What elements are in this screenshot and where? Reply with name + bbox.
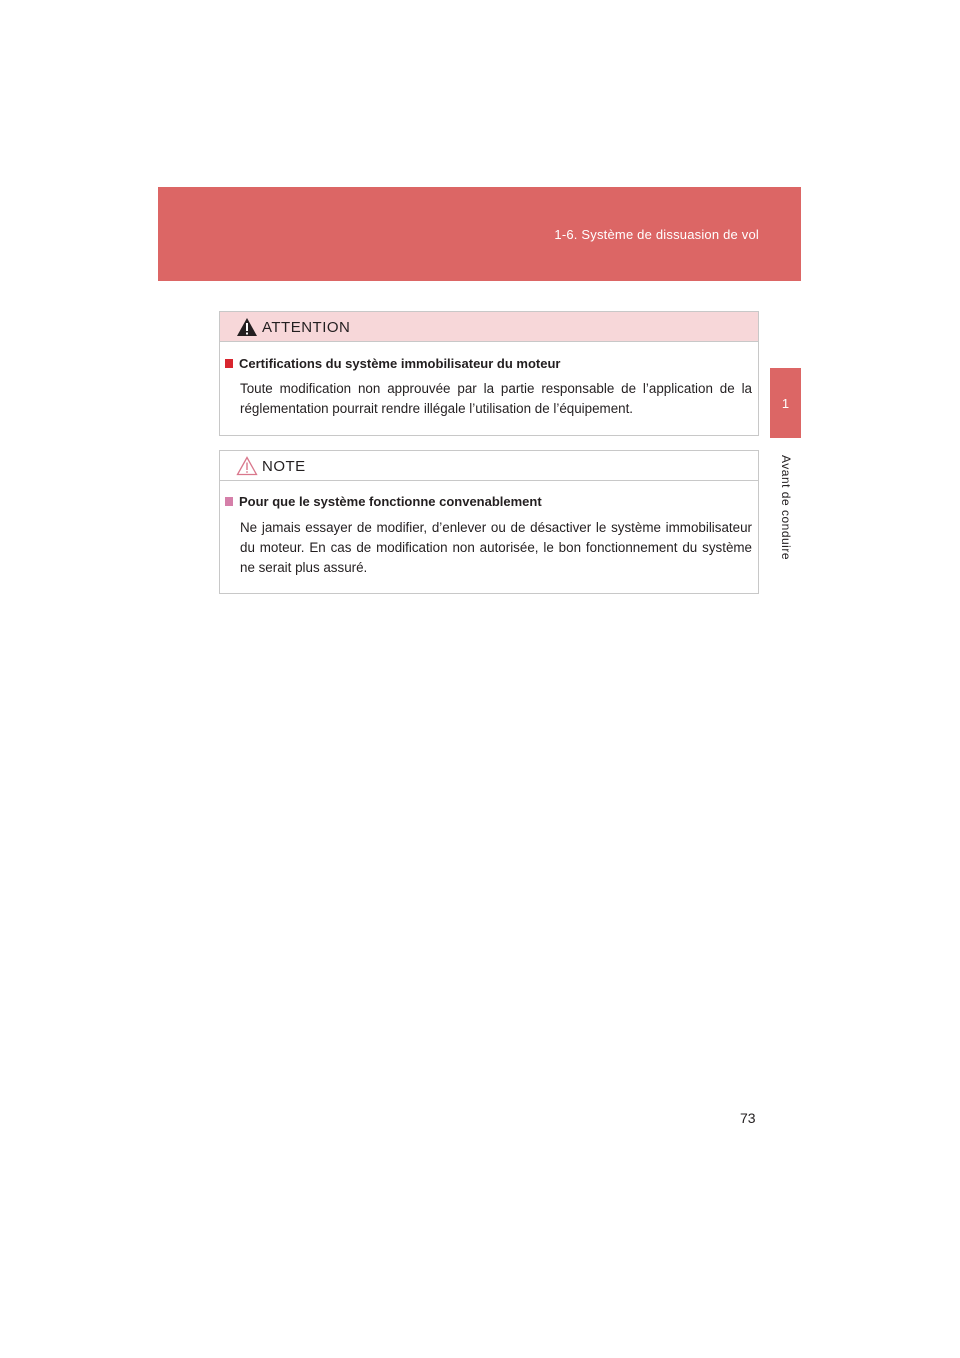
note-title: NOTE <box>262 458 306 475</box>
bullet-square-icon <box>225 497 233 506</box>
section-title: 1-6. Système de dissuasion de vol <box>554 227 759 242</box>
chapter-number: 1 <box>781 395 790 411</box>
note-item-text: Ne jamais essayer de modifier, d’enlever ou de désactiver le système immobilisateur du moteur. En cas de modification non autorisée, le bon fonctionnement du système ne serait plus assuré. <box>240 520 752 575</box>
attention-box <box>219 311 759 436</box>
attention-header <box>220 312 758 342</box>
chapter-tab <box>770 368 801 438</box>
warning-triangle-outline-icon <box>236 456 258 476</box>
warning-triangle-filled-icon <box>236 317 258 337</box>
header-band <box>158 187 801 281</box>
note-box <box>219 450 759 594</box>
chapter-title: Avant de conduire <box>779 454 793 560</box>
note-header <box>220 451 758 481</box>
attention-item-title: Certifications du système immobilisateur du moteur <box>225 356 560 371</box>
page-number: 73 <box>740 1110 756 1126</box>
note-item-title: Pour que le système fonctionne convenablement <box>225 494 542 509</box>
attention-item-text: Toute modification non approuvée par la partie responsable de l’application de la réglementation pourrait rendre illégale l’utilisation de l’équipement. <box>240 381 752 416</box>
bullet-square-icon <box>225 359 233 368</box>
attention-title: ATTENTION <box>262 319 351 336</box>
